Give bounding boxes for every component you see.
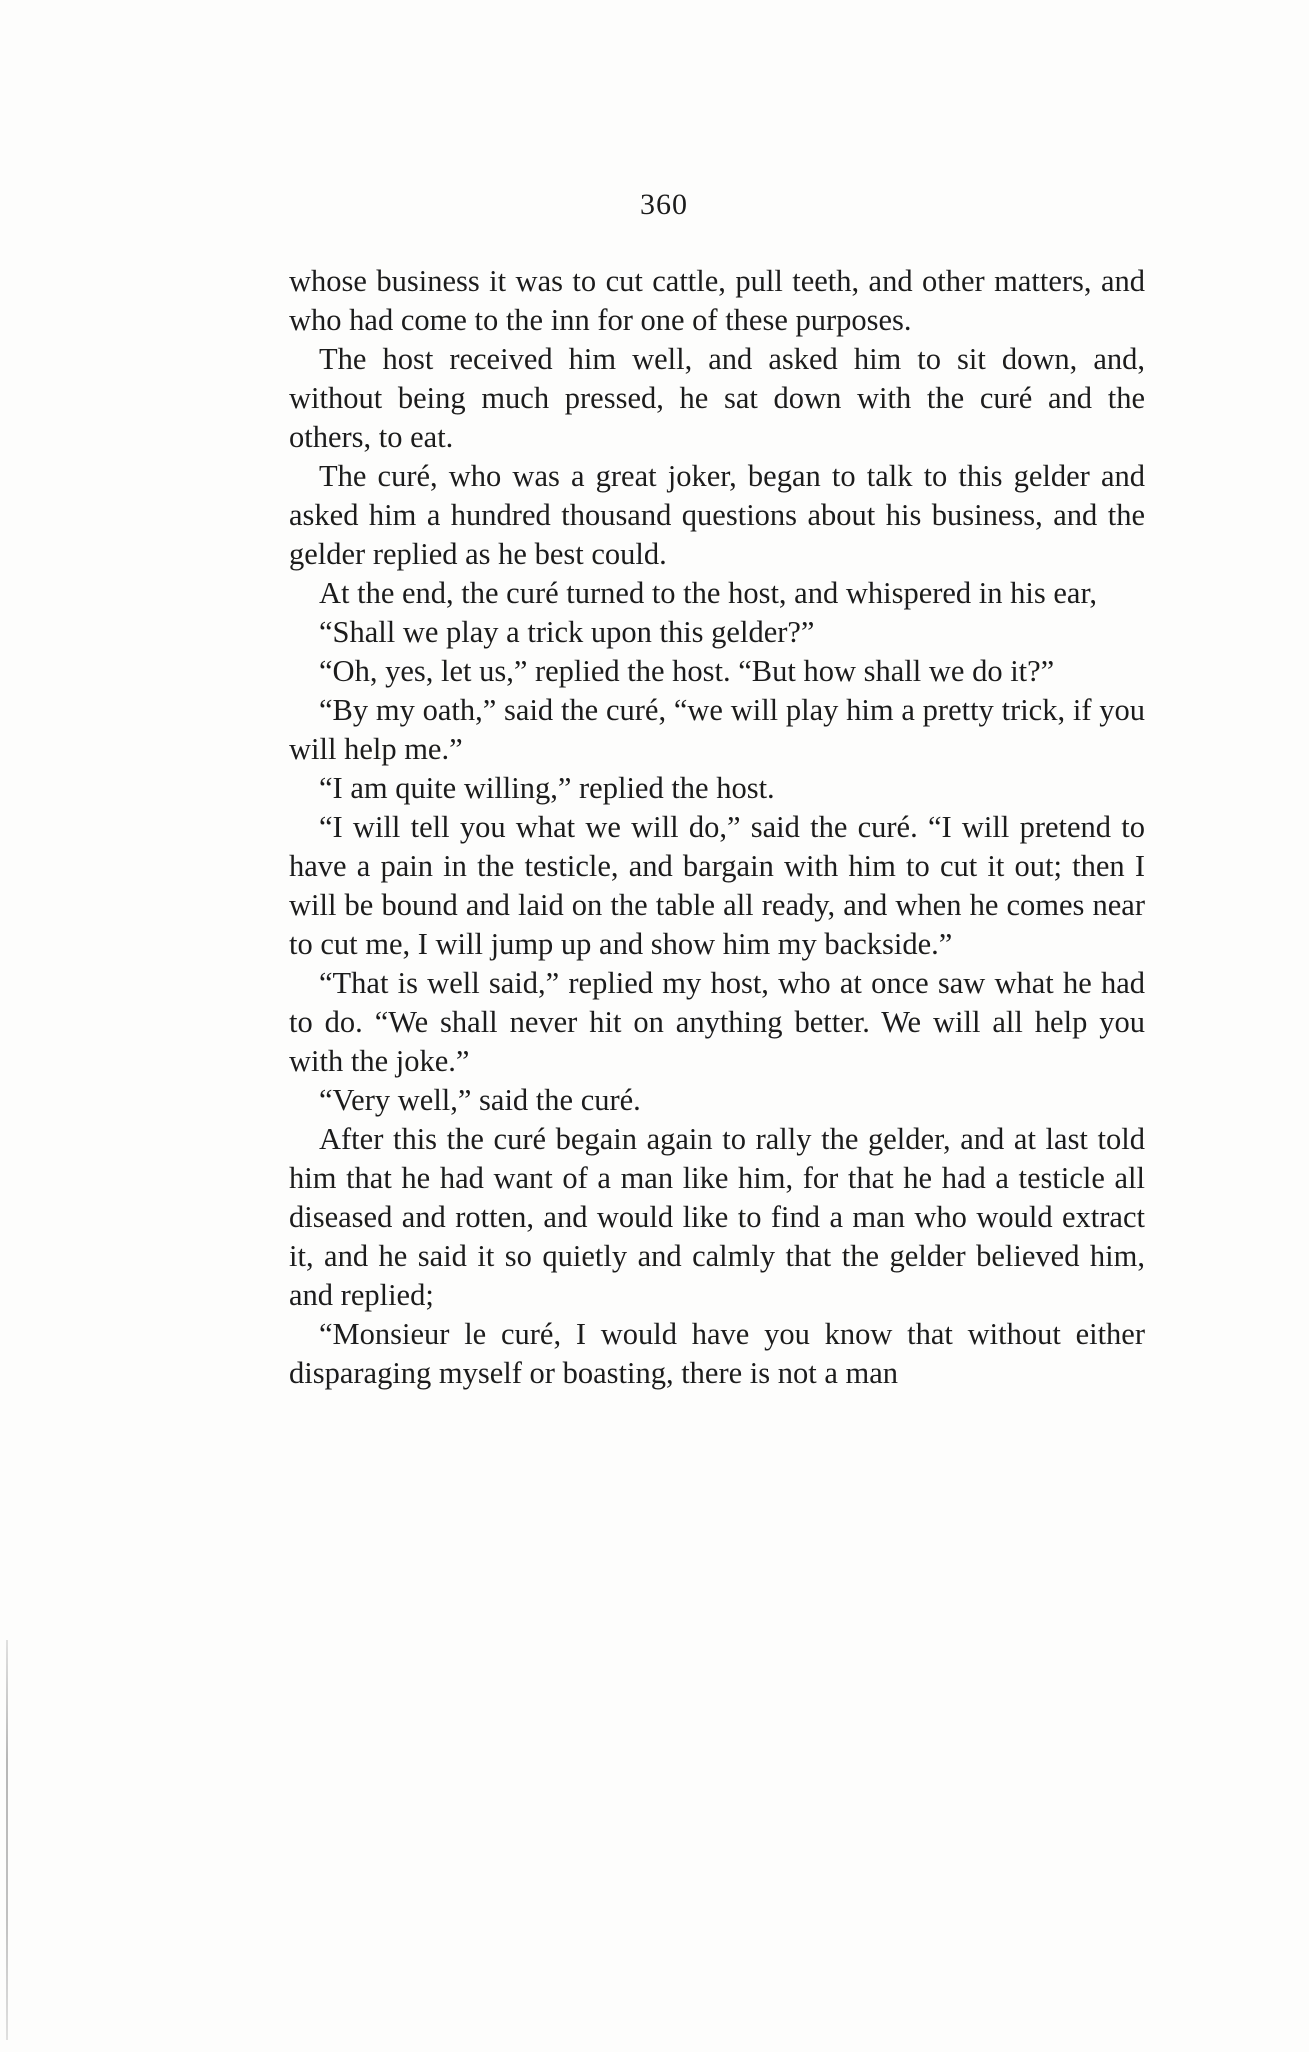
paragraph: “By my oath,” said the curé, “we will play him a pretty trick, if you will help me.” (289, 693, 1145, 766)
paragraph: “I will tell you what we will do,” said the curé. “I will pretend to have a pain in the testicle, and bargain with him to cut it out; then I will be bound and laid on the table all ready, and when he comes near to cut me, I will jump up and show him my backside.” (289, 810, 1145, 961)
paragraph: whose business it was to cut cattle, pull teeth, and other matters, and who had come to the inn for one of these purposes. (289, 264, 1145, 337)
paragraph: The curé, who was a great joker, began to talk to this gelder and asked him a hundred thousand questions about his business, and the gelder replied as he best could. (289, 459, 1145, 571)
paragraph: The host received him well, and asked him to sit down, and, without being much pressed, he sat down with the curé and the others, to eat. (289, 342, 1145, 454)
page-number: 360 (640, 188, 688, 221)
body-text (289, 262, 1145, 1393)
paragraph: “Very well,” said the curé. (319, 1083, 641, 1117)
paragraph: “Oh, yes, let us,” replied the host. “But how shall we do it?” (319, 654, 1055, 688)
paragraph: After this the curé begain again to rally the gelder, and at last told him that he had want of a man like him, for that he had a testicle all diseased and rotten, and would like to find a man who would extract it, and he said it so quietly and calmly that the gelder believed him, and replied; (289, 1122, 1145, 1312)
paragraph: “That is well said,” replied my host, who at once saw what he had to do. “We shall never hit on anything better. We will all help you with the joke.” (289, 966, 1145, 1078)
paragraph: “Shall we play a trick upon this gelder?” (319, 615, 815, 649)
paragraph: “Monsieur le curé, I would have you know that without either disparaging myself or boasting, there is not a man (289, 1317, 1145, 1390)
paragraph: “I am quite willing,” replied the host. (319, 771, 775, 805)
paragraph: At the end, the curé turned to the host, and whispered in his ear, (319, 576, 1098, 610)
scan-edge-mark (6, 1640, 8, 2040)
